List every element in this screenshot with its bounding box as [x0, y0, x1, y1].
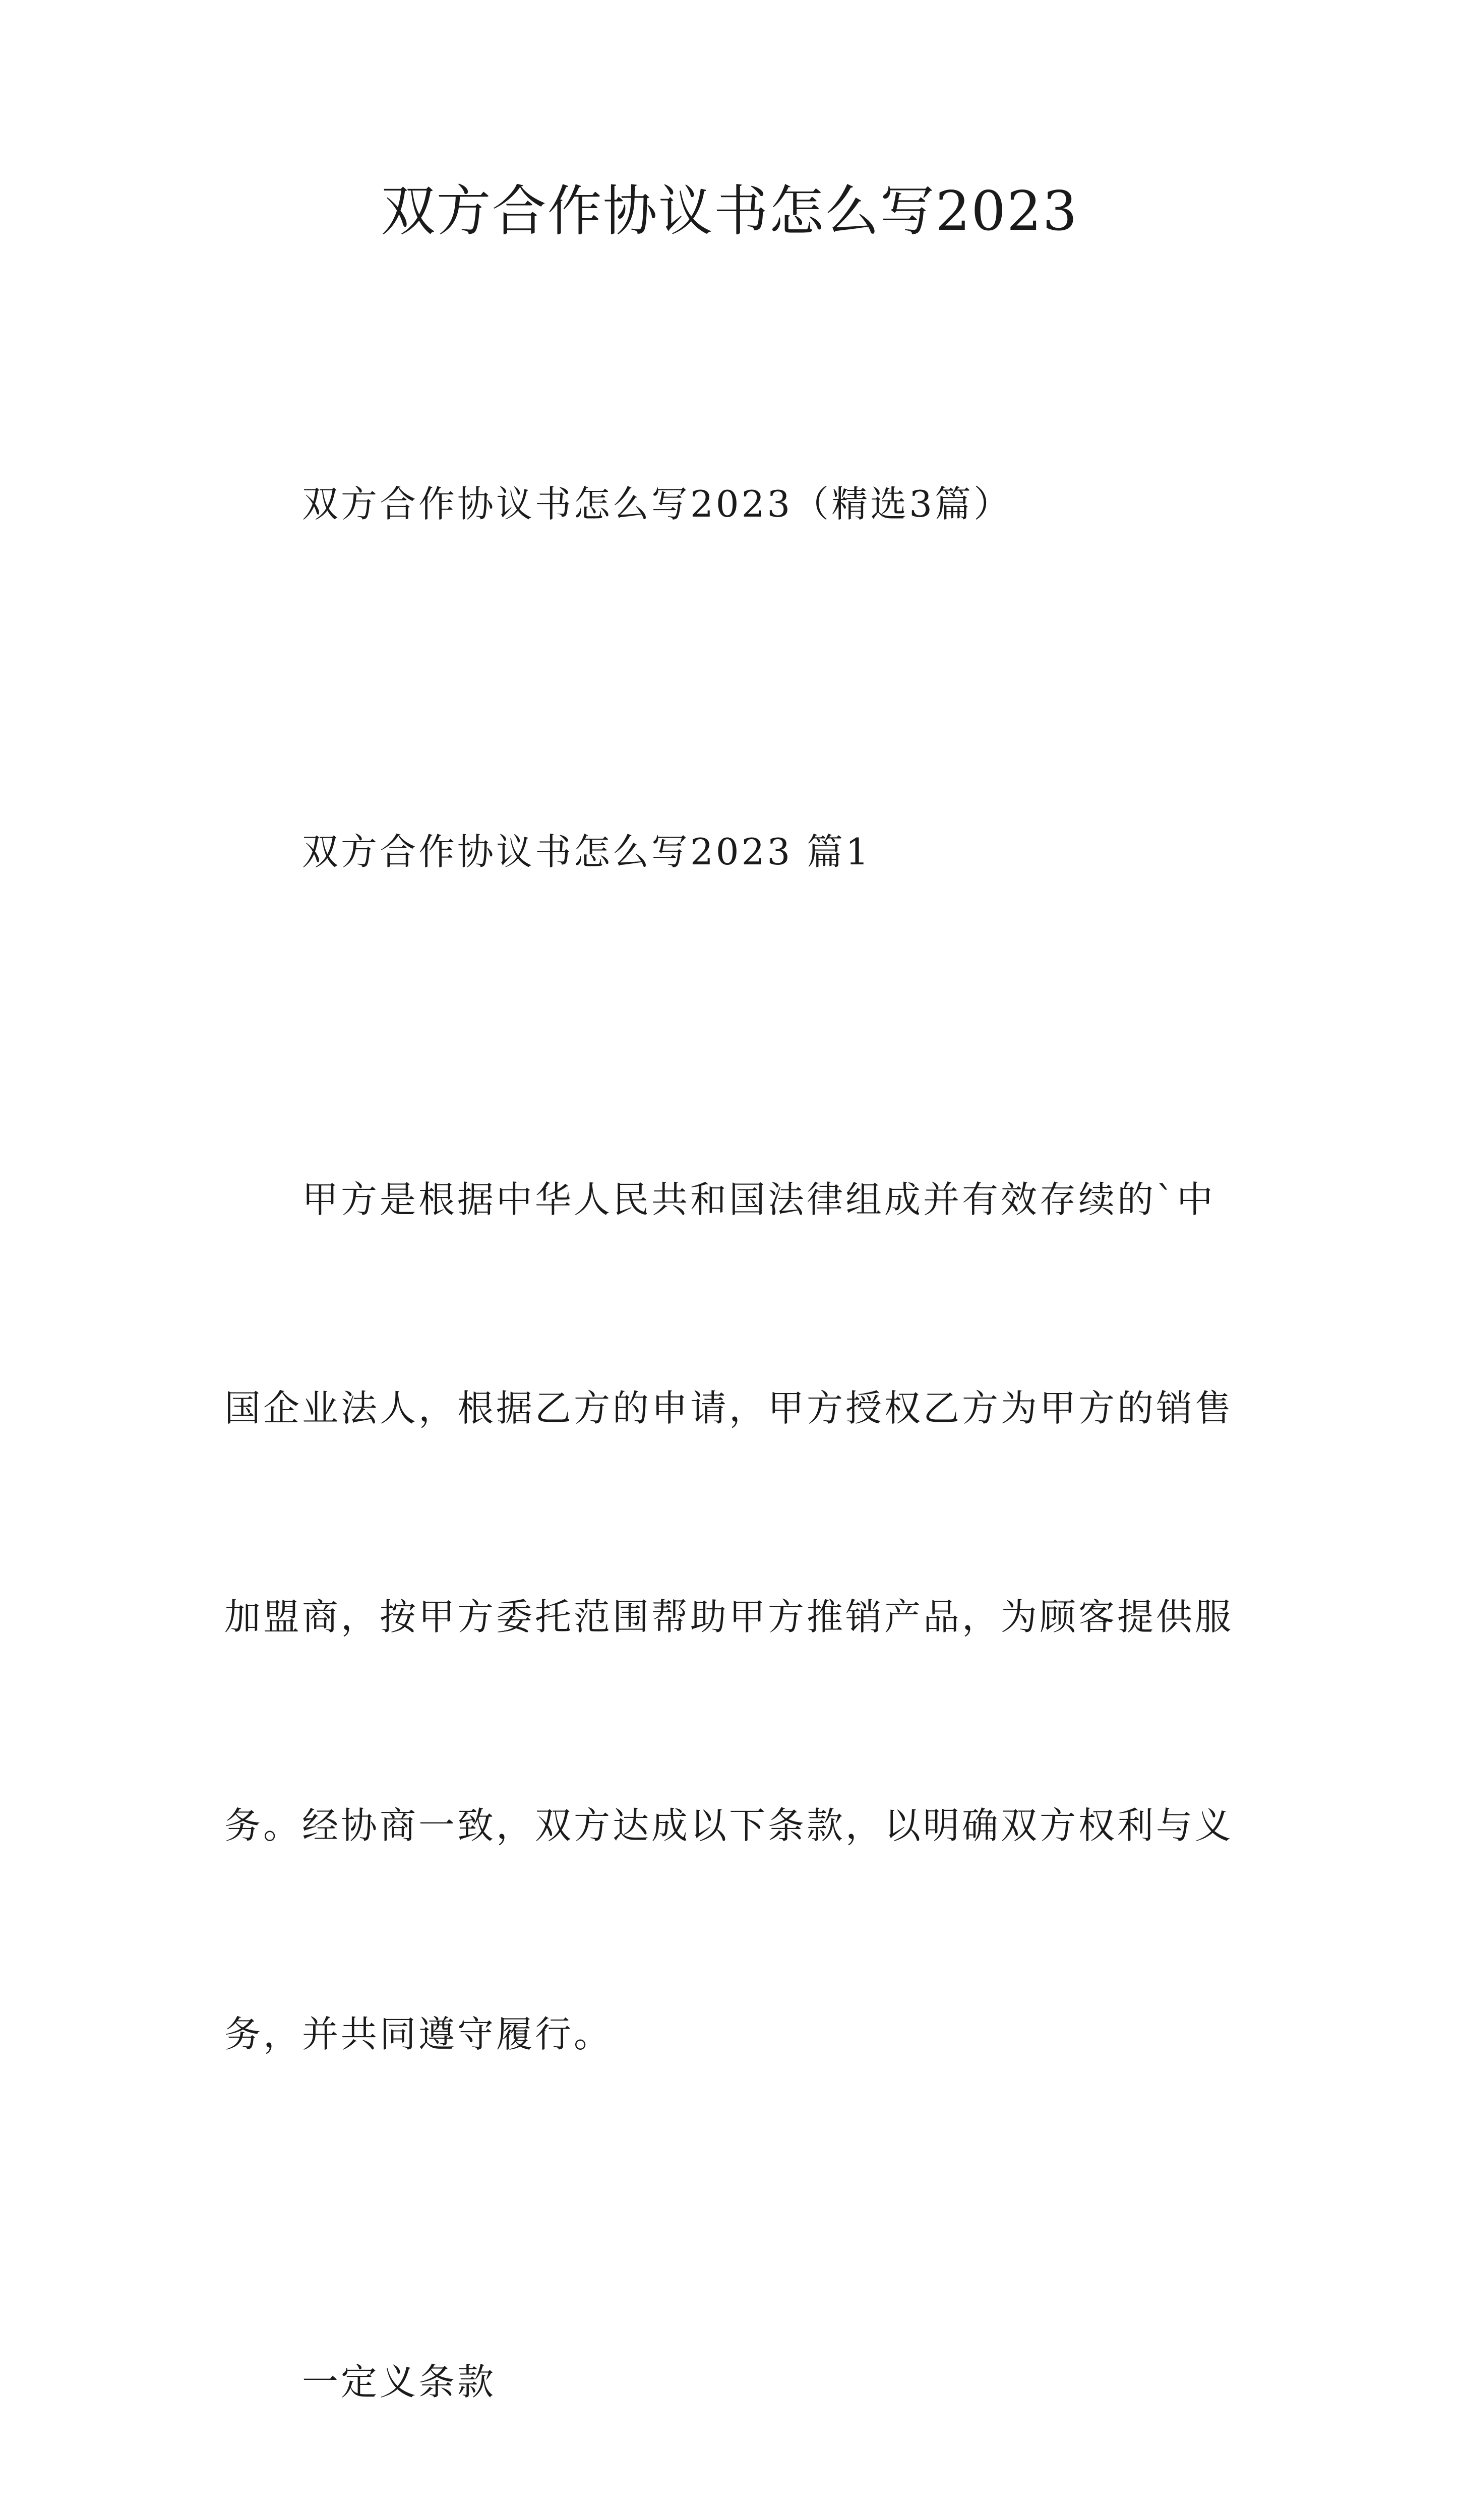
paragraph-line: 务，并共同遵守履行。 — [224, 2013, 613, 2055]
paragraph-preamble — [224, 1026, 1248, 2208]
paragraph-line: 甲方是根据中华人民共和国法律组成并有效存续的`中 — [302, 1178, 1216, 1221]
paragraph-heading-definitions — [224, 2208, 1248, 2520]
paragraph-line: 国企业法人，根据乙方的申请，甲方授权乙方为甲方的销售 — [224, 1387, 1234, 1429]
paragraph-line: 双方合作协议书怎么写2023 篇1 — [302, 831, 871, 873]
paragraph-line: 一定义条款 — [302, 2361, 497, 2403]
paragraph-line: 双方合作协议书怎么写2023（精选3篇） — [302, 483, 1013, 525]
paragraph-line: 务。经协商一致，双方达成以下条款，以明确双方权利与义 — [224, 1804, 1234, 1847]
paragraph-line: 加盟商，按甲方委托范围帮助甲方推销产品，为顾客提供服 — [224, 1596, 1234, 1638]
paragraph-subtitle — [224, 330, 1248, 678]
paragraph-section-heading — [224, 678, 1248, 1026]
document-body — [224, 330, 1248, 2520]
document-title: 双方合作协议书怎么写2023 — [381, 180, 1078, 243]
